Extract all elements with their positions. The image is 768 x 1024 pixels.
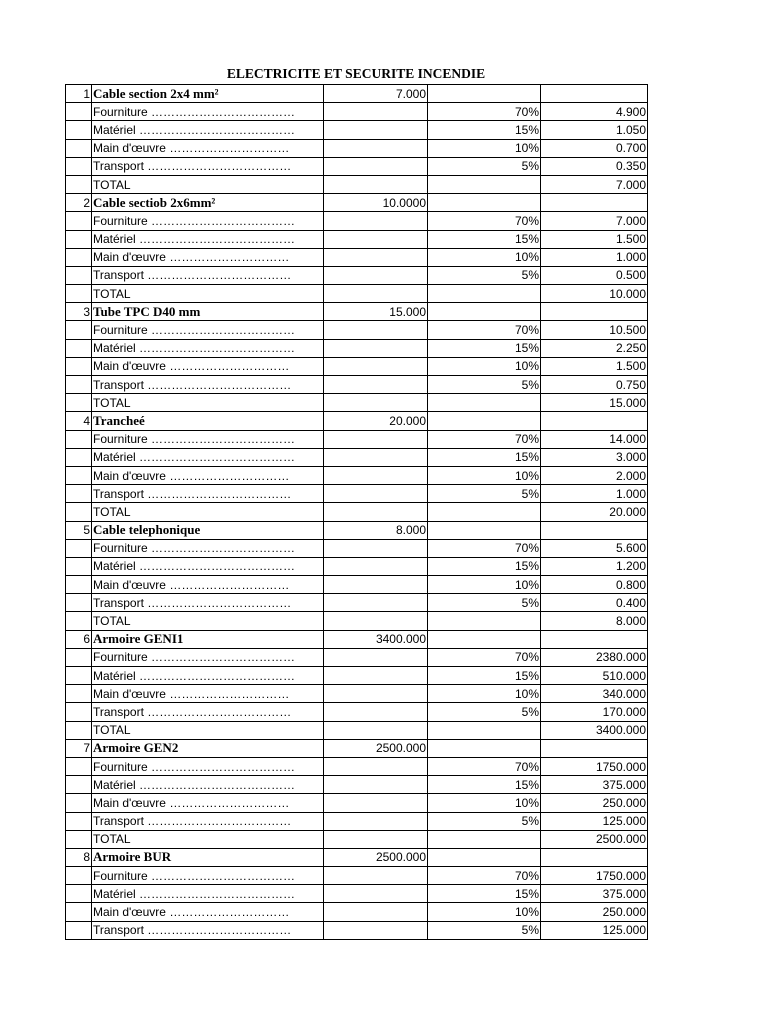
percentage-cell: 15% bbox=[428, 121, 541, 139]
amount-cell bbox=[541, 521, 648, 539]
cost-label-cell: Main d'œuvre ………………………… bbox=[92, 903, 324, 921]
unit-price-cell bbox=[324, 830, 428, 848]
percentage-cell bbox=[428, 394, 541, 412]
table-row bbox=[66, 648, 648, 666]
item-number-cell bbox=[66, 503, 92, 521]
table-row bbox=[66, 466, 648, 484]
amount-cell: 10.500 bbox=[541, 321, 648, 339]
percentage-cell bbox=[428, 848, 541, 866]
cost-label-cell: Matériel ………………………………… bbox=[92, 776, 324, 794]
item-number-cell bbox=[66, 812, 92, 830]
table-row bbox=[66, 157, 648, 175]
item-header-row bbox=[66, 85, 648, 103]
amount-cell: 3400.000 bbox=[541, 721, 648, 739]
percentage-cell bbox=[428, 303, 541, 321]
unit-price-cell bbox=[324, 212, 428, 230]
unit-price-cell bbox=[324, 394, 428, 412]
unit-price-cell: 15.000 bbox=[324, 303, 428, 321]
percentage-cell: 10% bbox=[428, 794, 541, 812]
cost-label-cell: Main d'œuvre ………………………… bbox=[92, 248, 324, 266]
item-header-row bbox=[66, 303, 648, 321]
item-number-cell bbox=[66, 867, 92, 885]
unit-price-cell bbox=[324, 339, 428, 357]
item-name-cell: Trancheé bbox=[92, 412, 324, 430]
amount-cell: 15.000 bbox=[541, 394, 648, 412]
unit-price-cell bbox=[324, 594, 428, 612]
item-number-cell: 5 bbox=[66, 521, 92, 539]
item-number-cell bbox=[66, 757, 92, 775]
cost-label-cell: TOTAL bbox=[92, 612, 324, 630]
amount-cell: 1.200 bbox=[541, 557, 648, 575]
table-row bbox=[66, 212, 648, 230]
amount-cell: 0.800 bbox=[541, 576, 648, 594]
percentage-cell: 10% bbox=[428, 466, 541, 484]
percentage-cell bbox=[428, 739, 541, 757]
unit-price-cell: 10.0000 bbox=[324, 194, 428, 212]
cost-label-cell: Matériel ………………………………… bbox=[92, 121, 324, 139]
unit-price-cell bbox=[324, 430, 428, 448]
cost-label-cell: TOTAL bbox=[92, 394, 324, 412]
percentage-cell: 10% bbox=[428, 139, 541, 157]
percentage-cell: 70% bbox=[428, 321, 541, 339]
percentage-cell bbox=[428, 285, 541, 303]
item-number-cell: 4 bbox=[66, 412, 92, 430]
amount-cell: 7.000 bbox=[541, 212, 648, 230]
item-number-cell bbox=[66, 139, 92, 157]
unit-price-cell bbox=[324, 539, 428, 557]
unit-price-cell bbox=[324, 157, 428, 175]
unit-price-cell bbox=[324, 703, 428, 721]
table-row bbox=[66, 230, 648, 248]
unit-price-cell bbox=[324, 685, 428, 703]
percentage-cell: 70% bbox=[428, 103, 541, 121]
item-number-cell bbox=[66, 357, 92, 375]
percentage-cell: 5% bbox=[428, 157, 541, 175]
percentage-cell: 70% bbox=[428, 539, 541, 557]
amount-cell: 0.350 bbox=[541, 157, 648, 175]
amount-cell: 10.000 bbox=[541, 285, 648, 303]
percentage-cell: 15% bbox=[428, 667, 541, 685]
cost-label-cell: Transport ……………………………… bbox=[92, 812, 324, 830]
cost-label-cell: Main d'œuvre ………………………… bbox=[92, 576, 324, 594]
percentage-cell bbox=[428, 85, 541, 103]
unit-price-cell bbox=[324, 721, 428, 739]
unit-price-cell bbox=[324, 576, 428, 594]
cost-label-cell: Matériel ………………………………… bbox=[92, 667, 324, 685]
percentage-cell: 5% bbox=[428, 921, 541, 939]
amount-cell: 375.000 bbox=[541, 885, 648, 903]
percentage-cell: 15% bbox=[428, 339, 541, 357]
item-number-cell bbox=[66, 248, 92, 266]
item-number-cell bbox=[66, 794, 92, 812]
item-number-cell: 3 bbox=[66, 303, 92, 321]
percentage-cell: 15% bbox=[428, 776, 541, 794]
table-row bbox=[66, 703, 648, 721]
amount-cell: 1.000 bbox=[541, 485, 648, 503]
table-row bbox=[66, 539, 648, 557]
percentage-cell: 15% bbox=[428, 557, 541, 575]
unit-price-cell: 3400.000 bbox=[324, 630, 428, 648]
item-name-cell: Tube TPC D40 mm bbox=[92, 303, 324, 321]
table-row bbox=[66, 576, 648, 594]
percentage-cell: 5% bbox=[428, 703, 541, 721]
item-name-cell: Armoire GEN2 bbox=[92, 739, 324, 757]
table-row bbox=[66, 321, 648, 339]
cost-label-cell: Matériel ………………………………… bbox=[92, 557, 324, 575]
unit-price-cell bbox=[324, 921, 428, 939]
cost-label-cell: Fourniture ……………………………… bbox=[92, 430, 324, 448]
percentage-cell: 70% bbox=[428, 648, 541, 666]
table-row bbox=[66, 685, 648, 703]
table-row bbox=[66, 594, 648, 612]
table-row bbox=[66, 903, 648, 921]
item-number-cell bbox=[66, 685, 92, 703]
unit-price-cell: 8.000 bbox=[324, 521, 428, 539]
unit-price-cell bbox=[324, 812, 428, 830]
item-number-cell: 7 bbox=[66, 739, 92, 757]
amount-cell: 2380.000 bbox=[541, 648, 648, 666]
percentage-cell: 70% bbox=[428, 212, 541, 230]
unit-price-cell bbox=[324, 794, 428, 812]
cost-label-cell: Transport ……………………………… bbox=[92, 703, 324, 721]
table-row bbox=[66, 103, 648, 121]
cost-label-cell: Transport ……………………………… bbox=[92, 376, 324, 394]
item-number-cell: 1 bbox=[66, 85, 92, 103]
item-number-cell bbox=[66, 212, 92, 230]
table-row bbox=[66, 339, 648, 357]
amount-cell: 250.000 bbox=[541, 794, 648, 812]
unit-price-cell bbox=[324, 376, 428, 394]
item-name-cell: Armoire GENI1 bbox=[92, 630, 324, 648]
cost-label-cell: Fourniture ……………………………… bbox=[92, 539, 324, 557]
percentage-cell: 10% bbox=[428, 248, 541, 266]
amount-cell: 0.400 bbox=[541, 594, 648, 612]
table-row bbox=[66, 139, 648, 157]
amount-cell: 375.000 bbox=[541, 776, 648, 794]
item-name-cell: Armoire BUR bbox=[92, 848, 324, 866]
item-number-cell bbox=[66, 485, 92, 503]
cost-label-cell: Fourniture ……………………………… bbox=[92, 212, 324, 230]
percentage-cell: 10% bbox=[428, 576, 541, 594]
percentage-cell: 10% bbox=[428, 685, 541, 703]
percentage-cell: 15% bbox=[428, 448, 541, 466]
amount-cell: 125.000 bbox=[541, 812, 648, 830]
unit-price-cell bbox=[324, 612, 428, 630]
unit-price-cell bbox=[324, 357, 428, 375]
unit-price-cell bbox=[324, 867, 428, 885]
item-number-cell bbox=[66, 285, 92, 303]
table-row bbox=[66, 503, 648, 521]
amount-cell: 1.500 bbox=[541, 357, 648, 375]
table-row bbox=[66, 121, 648, 139]
amount-cell: 2.000 bbox=[541, 466, 648, 484]
cost-label-cell: Transport ……………………………… bbox=[92, 485, 324, 503]
item-number-cell bbox=[66, 430, 92, 448]
item-number-cell bbox=[66, 648, 92, 666]
unit-price-cell bbox=[324, 648, 428, 666]
amount-cell: 1.050 bbox=[541, 121, 648, 139]
item-number-cell bbox=[66, 539, 92, 557]
amount-cell bbox=[541, 739, 648, 757]
amount-cell bbox=[541, 848, 648, 866]
percentage-cell: 10% bbox=[428, 903, 541, 921]
amount-cell bbox=[541, 303, 648, 321]
item-number-cell bbox=[66, 157, 92, 175]
cost-label-cell: Fourniture ……………………………… bbox=[92, 321, 324, 339]
item-number-cell bbox=[66, 576, 92, 594]
percentage-cell: 5% bbox=[428, 266, 541, 284]
unit-price-cell bbox=[324, 321, 428, 339]
unit-price-cell: 7.000 bbox=[324, 85, 428, 103]
amount-cell: 1.000 bbox=[541, 248, 648, 266]
item-name-cell: Cable sectiob 2x6mm² bbox=[92, 194, 324, 212]
item-number-cell bbox=[66, 339, 92, 357]
unit-price-cell bbox=[324, 175, 428, 193]
page-title: ELECTRICITE ET SECURITE INCENDIE bbox=[226, 66, 486, 81]
item-number-cell bbox=[66, 612, 92, 630]
unit-price-cell: 2500.000 bbox=[324, 848, 428, 866]
table-row bbox=[66, 557, 648, 575]
item-number-cell bbox=[66, 230, 92, 248]
cost-label-cell: Fourniture ……………………………… bbox=[92, 867, 324, 885]
cost-label-cell: Transport ……………………………… bbox=[92, 266, 324, 284]
unit-price-cell: 20.000 bbox=[324, 412, 428, 430]
item-number-cell bbox=[66, 594, 92, 612]
cost-label-cell: Main d'œuvre ………………………… bbox=[92, 685, 324, 703]
amount-cell: 8.000 bbox=[541, 612, 648, 630]
table-row bbox=[66, 175, 648, 193]
amount-cell: 510.000 bbox=[541, 667, 648, 685]
amount-cell: 250.000 bbox=[541, 903, 648, 921]
amount-cell: 1750.000 bbox=[541, 867, 648, 885]
table-row bbox=[66, 667, 648, 685]
item-number-cell bbox=[66, 175, 92, 193]
unit-price-cell bbox=[324, 557, 428, 575]
unit-price-cell bbox=[324, 448, 428, 466]
amount-cell bbox=[541, 194, 648, 212]
unit-price-cell bbox=[324, 103, 428, 121]
item-number-cell: 8 bbox=[66, 848, 92, 866]
amount-cell: 125.000 bbox=[541, 921, 648, 939]
table-row bbox=[66, 757, 648, 775]
amount-cell: 1750.000 bbox=[541, 757, 648, 775]
percentage-cell bbox=[428, 175, 541, 193]
unit-price-cell bbox=[324, 667, 428, 685]
amount-cell bbox=[541, 412, 648, 430]
item-number-cell bbox=[66, 121, 92, 139]
table-row bbox=[66, 285, 648, 303]
unit-price-cell bbox=[324, 885, 428, 903]
table-row bbox=[66, 430, 648, 448]
item-header-row bbox=[66, 412, 648, 430]
percentage-cell bbox=[428, 630, 541, 648]
amount-cell bbox=[541, 630, 648, 648]
percentage-cell bbox=[428, 521, 541, 539]
amount-cell: 2.250 bbox=[541, 339, 648, 357]
item-header-row bbox=[66, 194, 648, 212]
amount-cell: 0.500 bbox=[541, 266, 648, 284]
unit-price-cell bbox=[324, 285, 428, 303]
amount-cell bbox=[541, 85, 648, 103]
unit-price-cell bbox=[324, 466, 428, 484]
item-number-cell bbox=[66, 830, 92, 848]
amount-cell: 4.900 bbox=[541, 103, 648, 121]
item-number-cell bbox=[66, 466, 92, 484]
percentage-cell: 10% bbox=[428, 357, 541, 375]
percentage-cell bbox=[428, 412, 541, 430]
item-number-cell bbox=[66, 776, 92, 794]
percentage-cell bbox=[428, 194, 541, 212]
percentage-cell: 70% bbox=[428, 757, 541, 775]
amount-cell: 0.750 bbox=[541, 376, 648, 394]
item-number-cell bbox=[66, 394, 92, 412]
item-number-cell bbox=[66, 921, 92, 939]
percentage-cell bbox=[428, 830, 541, 848]
table-row bbox=[66, 921, 648, 939]
table-row bbox=[66, 376, 648, 394]
amount-cell: 170.000 bbox=[541, 703, 648, 721]
percentage-cell: 70% bbox=[428, 430, 541, 448]
table-row bbox=[66, 448, 648, 466]
cost-label-cell: Matériel ………………………………… bbox=[92, 339, 324, 357]
unit-price-cell bbox=[324, 139, 428, 157]
item-header-row bbox=[66, 521, 648, 539]
percentage-cell bbox=[428, 503, 541, 521]
percentage-cell: 15% bbox=[428, 230, 541, 248]
percentage-cell: 5% bbox=[428, 485, 541, 503]
percentage-cell bbox=[428, 721, 541, 739]
amount-cell: 3.000 bbox=[541, 448, 648, 466]
table-row bbox=[66, 485, 648, 503]
item-name-cell: Cable telephonique bbox=[92, 521, 324, 539]
amount-cell: 14.000 bbox=[541, 430, 648, 448]
percentage-cell: 5% bbox=[428, 594, 541, 612]
item-number-cell bbox=[66, 885, 92, 903]
cost-label-cell: Main d'œuvre ………………………… bbox=[92, 357, 324, 375]
unit-price-cell bbox=[324, 776, 428, 794]
item-number-cell bbox=[66, 903, 92, 921]
table-row bbox=[66, 885, 648, 903]
amount-cell: 5.600 bbox=[541, 539, 648, 557]
cost-label-cell: Matériel ………………………………… bbox=[92, 448, 324, 466]
cost-label-cell: Main d'œuvre ………………………… bbox=[92, 139, 324, 157]
table-row bbox=[66, 794, 648, 812]
item-number-cell bbox=[66, 721, 92, 739]
amount-cell: 1.500 bbox=[541, 230, 648, 248]
item-number-cell: 2 bbox=[66, 194, 92, 212]
percentage-cell: 5% bbox=[428, 812, 541, 830]
cost-label-cell: Main d'œuvre ………………………… bbox=[92, 794, 324, 812]
cost-label-cell: Transport ……………………………… bbox=[92, 594, 324, 612]
table-row bbox=[66, 721, 648, 739]
item-header-row bbox=[66, 630, 648, 648]
table-row bbox=[66, 867, 648, 885]
cost-label-cell: Matériel ………………………………… bbox=[92, 885, 324, 903]
item-number-cell bbox=[66, 103, 92, 121]
cost-label-cell: TOTAL bbox=[92, 285, 324, 303]
item-number-cell bbox=[66, 557, 92, 575]
unit-price-cell bbox=[324, 503, 428, 521]
amount-cell: 2500.000 bbox=[541, 830, 648, 848]
item-number-cell bbox=[66, 321, 92, 339]
cost-breakdown-table bbox=[65, 84, 648, 940]
item-header-row bbox=[66, 739, 648, 757]
table-row bbox=[66, 394, 648, 412]
amount-cell: 340.000 bbox=[541, 685, 648, 703]
item-header-row bbox=[66, 848, 648, 866]
unit-price-cell bbox=[324, 121, 428, 139]
cost-label-cell: Matériel ………………………………… bbox=[92, 230, 324, 248]
cost-label-cell: Transport ……………………………… bbox=[92, 157, 324, 175]
cost-label-cell: TOTAL bbox=[92, 503, 324, 521]
item-number-cell bbox=[66, 703, 92, 721]
percentage-cell: 5% bbox=[428, 376, 541, 394]
amount-cell: 20.000 bbox=[541, 503, 648, 521]
percentage-cell: 70% bbox=[428, 867, 541, 885]
amount-cell: 0.700 bbox=[541, 139, 648, 157]
item-number-cell: 6 bbox=[66, 630, 92, 648]
amount-cell: 7.000 bbox=[541, 175, 648, 193]
cost-label-cell: Main d'œuvre ………………………… bbox=[92, 466, 324, 484]
percentage-cell bbox=[428, 612, 541, 630]
unit-price-cell bbox=[324, 230, 428, 248]
cost-label-cell: TOTAL bbox=[92, 830, 324, 848]
unit-price-cell bbox=[324, 248, 428, 266]
unit-price-cell bbox=[324, 266, 428, 284]
cost-label-cell: Transport ……………………………… bbox=[92, 921, 324, 939]
unit-price-cell: 2500.000 bbox=[324, 739, 428, 757]
table-row bbox=[66, 830, 648, 848]
item-number-cell bbox=[66, 667, 92, 685]
item-number-cell bbox=[66, 448, 92, 466]
table-row bbox=[66, 776, 648, 794]
item-number-cell bbox=[66, 266, 92, 284]
item-number-cell bbox=[66, 376, 92, 394]
table-row bbox=[66, 812, 648, 830]
unit-price-cell bbox=[324, 485, 428, 503]
table-row bbox=[66, 266, 648, 284]
cost-label-cell: Fourniture ……………………………… bbox=[92, 103, 324, 121]
cost-label-cell: TOTAL bbox=[92, 175, 324, 193]
unit-price-cell bbox=[324, 903, 428, 921]
unit-price-cell bbox=[324, 757, 428, 775]
table-row bbox=[66, 612, 648, 630]
table-row bbox=[66, 248, 648, 266]
table-body bbox=[66, 85, 648, 940]
cost-label-cell: Fourniture ……………………………… bbox=[92, 757, 324, 775]
cost-label-cell: TOTAL bbox=[92, 721, 324, 739]
cost-label-cell: Fourniture ……………………………… bbox=[92, 648, 324, 666]
percentage-cell: 15% bbox=[428, 885, 541, 903]
table-row bbox=[66, 357, 648, 375]
item-name-cell: Cable section 2x4 mm² bbox=[92, 85, 324, 103]
